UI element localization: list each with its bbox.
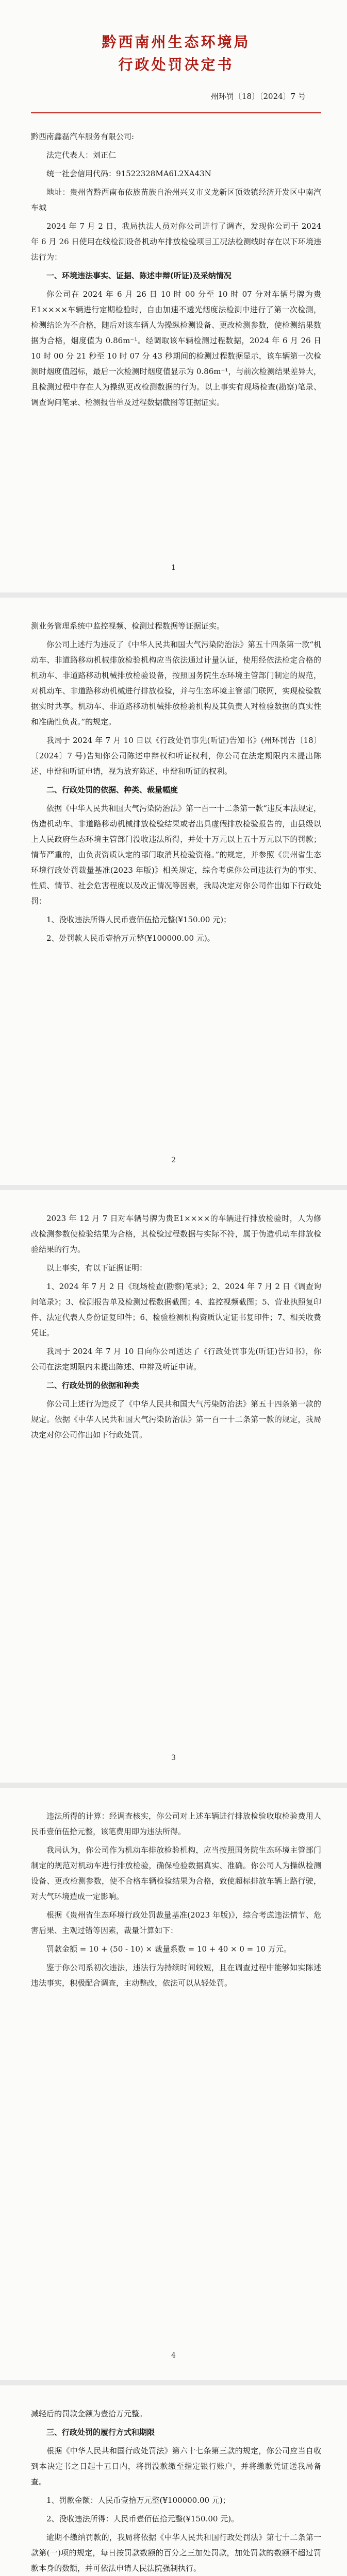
paragraph: 你公司上述行为违反了《中华人民共和国大气污染防治法》第五十四条第一款的规定。依据《中华人民共和国大气污染防治法》第一百一十二条第一款的规定，我局决定对你公司作出如下行政处罚。	[31, 1399, 321, 1439]
page-number: 3	[171, 1754, 176, 1762]
section-heading: 二、行政处罚的依据、种类、裁量幅度	[46, 785, 178, 794]
section-heading: 三、行政处罚的履行方式和期限	[46, 2428, 155, 2437]
document-page-2	[0, 598, 347, 1185]
section-heading: 二、行政处罚的依据和种类	[46, 1381, 140, 1390]
document-page-5	[0, 2385, 347, 2576]
paragraph: 2023 年 12 月 7 日对车辆号牌为贵E1××××的车辆进行排放检验时，人为修改检测参数使检验结果为合格，其检验过程数据与实际不符，属于伪造机动车排放检验结果的行为。	[31, 1214, 321, 1254]
document-title: 行政处罚决定书	[118, 56, 234, 73]
page-content	[31, 618, 321, 949]
document-page-4	[0, 1788, 347, 2380]
party-legal-rep: 法定代表人：刘正仁	[46, 150, 117, 160]
paragraph: 你公司上述行为违反了《中华人民共和国大气污染防治法》第五十四条第一款“机动车、非道路移动机械排放检验机构应当依法通过计量认证，使用经依法检定合格的机动车、非道路移动机械排放检验设备，按照国务院生态环境主管部门制定的规范，对机动车、非道路移动机械进行排放检验，并与生态环境主管部门联网，实现检验数据实时共享。机动车、非道路移动机械排放检验机构及其负责人对检验数据的真实性和准确性负责。”的规定。	[31, 640, 321, 726]
paragraph: 罚款金额 = 10 + (50 - 10) × 裁量系数 = 10 + 40 × 0 = 10 万元。	[46, 1944, 291, 1954]
red-divider	[31, 112, 321, 113]
party-name: 黔西南鑫磊汽车服务有限公司:	[31, 132, 135, 141]
paragraph: 2、没收违法所得：人民币壹佰伍拾元整(¥150.00 元)。	[46, 2514, 239, 2523]
paragraph: 鉴于你公司系初次违法，违法行为持续时间较短，且在调查过程中能够如实陈述违法事实，积极配合调查，主动整改，依法可以从轻处罚。	[31, 1963, 321, 1988]
paragraph: 1、罚款金额：人民币壹拾万元整(¥100000.00 元)；	[46, 2496, 230, 2505]
paragraph: 1、2024 年 7 月 2 日《现场检查(勘察)笔录》；2、2024 年 7 月 2 日《调查询问笔录》；3、检测报告单及检测过程数据截图；4、监控视频截图；5、营业执照复印件、法定代表人身份证复印件；6、检验检测机构资质认定证书复印件；7、相关收费凭证。	[31, 1282, 321, 1337]
page-content	[31, 31, 321, 413]
paragraph: 依据《中华人民共和国大气污染防治法》第一百一十二条第一款“违反本法规定，伪造机动车、非道路移动机械排放检验结果或者出具虚假排放检验报告的，由县级以上人民政府生态环境主管部门没收违法所得，并处十万元以上五十万元以下的罚款；情节严重的，由负责资质认定的部门取消其检验资格。”的规定，并参照《贵州省生态环境行政处罚裁量基准(2023 年版)》相关规定，综合考虑你公司违法行为的事实、性质、情节、社会危害程度以及改正情况等因素，我局决定对你公司作出如下行政处罚：	[31, 804, 321, 906]
paragraph: 2、处罚款人民币壹拾万元整(¥100000.00 元)。	[46, 934, 215, 943]
paragraph: 违法所得的计算：经调查核实，你公司对上述车辆进行排放检验收取检验费用人民币壹佰伍拾元整，该笔费用即为违法所得。	[31, 1811, 321, 1836]
paragraph: 1、没收违法所得人民币壹佰伍拾元整(¥150.00 元)；	[46, 915, 232, 924]
page-number: 1	[171, 564, 176, 572]
paragraph: 我局于 2024 年 7 月 10 日以《行政处罚事先(听证)告知书》(州环罚告〔18〕〔2024〕7 号)告知你公司陈述申辩权和听证权利，你公司在法定期限内未提出陈述、申辩和听证申请，视为放弃陈述、申辩和听证的权利。	[31, 736, 321, 776]
paragraph: 减轻后的罚款金额为壹拾万元整。	[31, 2409, 147, 2418]
document-page-1	[0, 0, 347, 592]
party-credit-code: 统一社会信用代码：91522328MA6L2XA43N	[46, 169, 211, 178]
page-number: 2	[171, 1156, 176, 1164]
paragraph: 以上事实，有以下证据证明：	[46, 1263, 147, 1273]
section-heading: 一、环境违法事实、证据、陈述申辩(听证)及采纳情况	[46, 271, 232, 280]
page-number: 4	[171, 2351, 176, 2360]
paragraph: 逾期不缴纳罚款的，我局将依据《中华人民共和国行政处罚法》第七十二条第一款第(一)项的规定，每日按罚款数额的百分之三加处罚款，加处罚款的数额不超过罚款本身的数额，并可依法申请人民法院强制执行。	[31, 2533, 321, 2573]
agency-title: 黔西南州生态环境局	[102, 33, 251, 50]
paragraph: 2024 年 7 月 2 日，我局执法人员对你公司进行了调查，发现你公司于 2024 年 6 月 26 日使用在线检测设备机动车排放检验项目工况法检测线时存在以下环境违法行为：	[31, 222, 321, 262]
page-content	[31, 2406, 321, 2576]
party-address: 地址：贵州省黔西南布依族苗族自治州兴义市义龙新区顶效镇经济开发区中南汽车城	[31, 188, 321, 212]
page-content	[31, 1808, 321, 1994]
document-number: 州环罚〔18〕〔2024〕7 号	[210, 92, 306, 101]
document-page-3	[0, 1190, 347, 1783]
paragraph: 测业务管理系统中监控视频、检测过程数据等证据证实。	[31, 621, 225, 631]
paragraph: 我局于 2024 年 7 月 10 日向你公司送达了《行政处罚事先(听证)告知书》，你公司在法定期限内未提出陈述、申辩及听证申请。	[31, 1347, 321, 1371]
paragraph: 你公司在 2024 年 6 月 26 日 10 时 00 分至 10 时 07 分对车辆号牌为贵E1××××车辆进行定期检验时，自由加速不透光烟度法检测中进行了第一次检测，检测结论为不合格，随后对该车辆人为操纵检测设备、更改检测参数，使检测结果数据为合格，烟度值为 0.86m⁻¹。经调取该车辆检测过程数据，2024 年 6 月 26 日 10 时 00 分 21 秒至 10 时 07 分 43 秒期间的检测过程数据显示，该车辆第一次检测时烟度值超标，最后一次检测时烟度值显示为 0.86m⁻¹，与前次检测结果差异大，且检测过程中存在人为操纵更改检测数据的行为。以上事实有现场检查(勘察)笔录、调查询问笔录、检测报告单及过程数据截图等证据证实。	[31, 290, 321, 407]
paragraph: 我局认为，你公司作为机动车排放检验机构，应当按照国务院生态环境主管部门制定的规范对机动车进行排放检验，确保检验数据真实、准确。你公司人为操纵检测设备、更改检测参数，使不合格车辆检验结果为合格，致使超标排放车辆上路行驶，对大气环境造成一定影响。	[31, 1845, 321, 1901]
paragraph: 根据《贵州省生态环境行政处罚裁量基准(2023 年版)》，综合考虑违法情节、危害后果、主观过错等因素，裁量计算如下：	[31, 1910, 321, 1935]
paragraph: 根据《中华人民共和国行政处罚法》第六十七条第三款的规定，你公司应当自收到本决定书之日起十五日内，将罚没款缴至指定银行账户，并将缴款凭证送我局备查。	[31, 2446, 321, 2486]
page-content	[31, 1211, 321, 1446]
